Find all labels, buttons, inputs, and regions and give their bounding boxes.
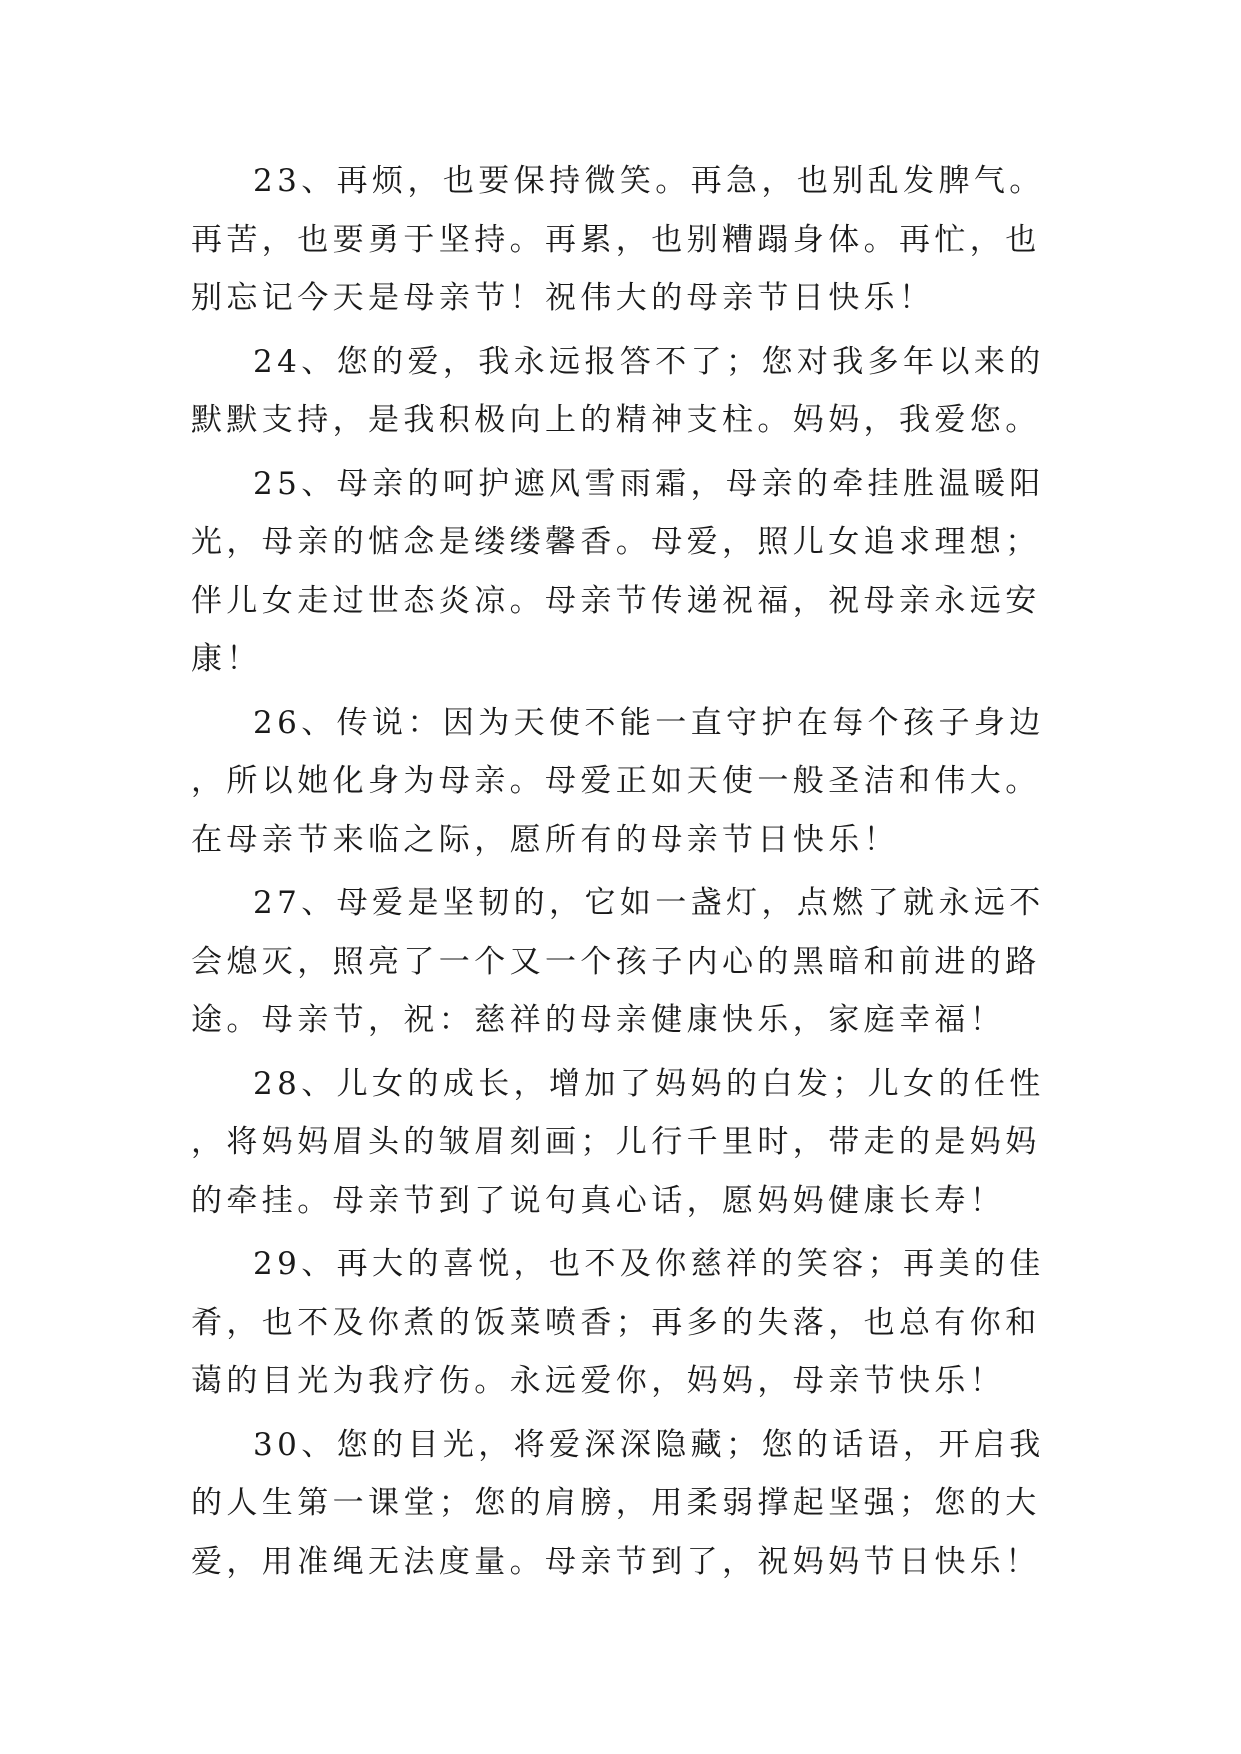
paragraph-27: 27、母爱是坚韧的，它如一盏灯，点燃了就永远不会熄灭，照亮了一个又一个孩子内心的黑暗和前进的路途。母亲节，祝：慈祥的母亲健康快乐，家庭幸福！ (191, 885, 1045, 1038)
paragraph-23: 23、再烦，也要保持微笑。再急，也别乱发脾气。再苦，也要勇于坚持。再累，也别糟蹋身体。再忙，也别忘记今天是母亲节！祝伟大的母亲节日快乐！ (191, 163, 1045, 316)
paragraph-28: 28、儿女的成长，增加了妈妈的白发；儿女的任性，将妈妈眉头的皱眉刻画；儿行千里时，带走的是妈妈的牵挂。母亲节到了说句真心话，愿妈妈健康长寿！ (191, 1065, 1045, 1219)
document-body (191, 152, 1071, 1596)
paragraph-25: 25、母亲的呵护遮风雪雨霜，母亲的牵挂胜温暖阳光，母亲的惦念是缕缕馨香。母爱，照儿女追求理想；伴儿女走过世态炎凉。母亲节传递祝福，祝母亲永远安康！ (191, 465, 1045, 677)
paragraph-29: 29、再大的喜悦，也不及你慈祥的笑容；再美的佳肴，也不及你煮的饭菜喷香；再多的失落，也总有你和蔼的目光为我疗伤。永远爱你，妈妈，母亲节快乐！ (191, 1246, 1045, 1399)
paragraph-24: 24、您的爱，我永远报答不了；您对我多年以来的默默支持，是我积极向上的精神支柱。妈妈，我爱您。 (191, 343, 1045, 438)
paragraph-30: 30、您的目光，将爱深深隐藏；您的话语，开启我的人生第一课堂；您的肩膀，用柔弱撑起坚强；您的大爱，用准绳无法度量。母亲节到了，祝妈妈节日快乐！ (191, 1426, 1045, 1580)
paragraph-26: 26、传说：因为天使不能一直守护在每个孩子身边，所以她化身为母亲。母爱正如天使一般圣洁和伟大。在母亲节来临之际，愿所有的母亲节日快乐！ (191, 704, 1045, 858)
